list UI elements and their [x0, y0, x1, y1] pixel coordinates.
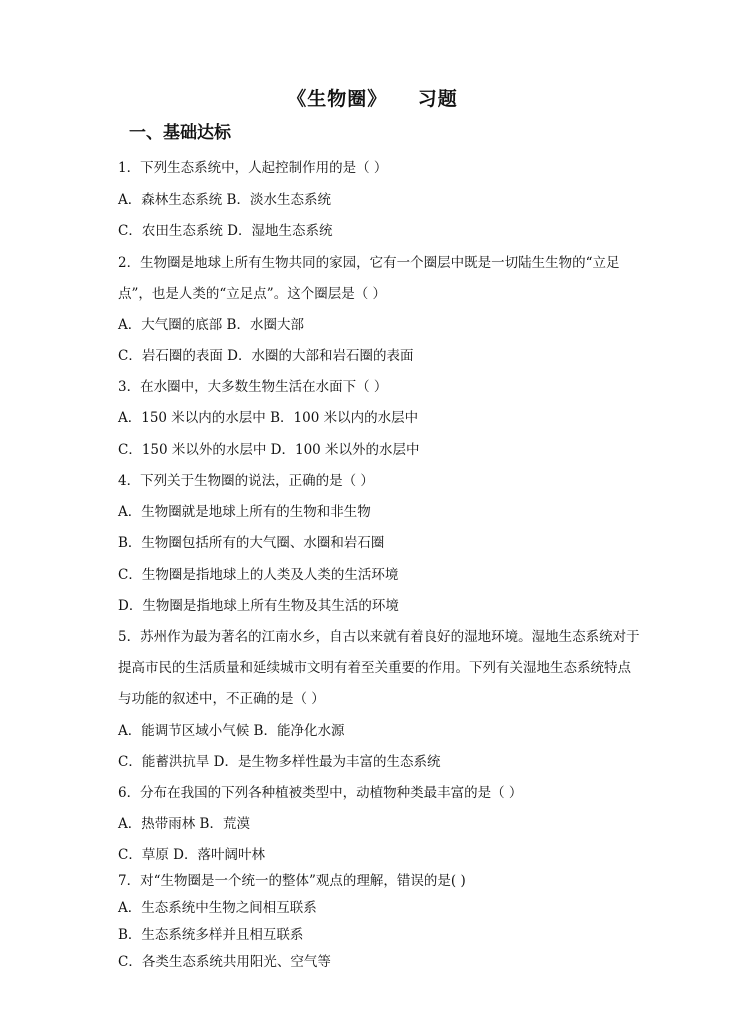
question-7-option-b: B．生态系统多样并且相互联系 — [118, 927, 304, 943]
question-4-option-d: D．生物圈是指地球上所有生物及其生活的环境 — [118, 598, 399, 614]
question-5-options-cd: C．能蓄洪抗旱 D．是生物多样性最为丰富的生态系统 — [118, 754, 441, 770]
question-4-stem: 4．下列关于生物圈的说法，正确的是（ ） — [118, 473, 374, 489]
question-7-option-a: A．生态系统中生物之间相互联系 — [118, 900, 317, 916]
question-7-option-c: C．各类生态系统共用阳光、空气等 — [118, 954, 331, 970]
question-5-stem-line-1: 5．苏州作为最为著名的江南水乡，自古以来就有着良好的湿地环境。湿地生态系统对于 — [118, 629, 640, 645]
question-3-options-cd: C．150 米以外的水层中 D．100 米以外的水层中 — [118, 442, 420, 458]
question-6-options-cd: C．草原 D．落叶阔叶林 — [118, 847, 265, 863]
question-2-options-ab: A．大气圈的底部 B．水圈大部 — [118, 317, 304, 333]
question-7-stem: 7．对“生物圈是一个统一的整体”观点的理解，错误的是( ) — [118, 873, 466, 889]
question-3-options-ab: A．150 米以内的水层中 B．100 米以内的水层中 — [118, 410, 419, 426]
question-5-stem-line-2: 提高市民的生活质量和延续城市文明有着至关重要的作用。下列有关湿地生态系统特点 — [118, 660, 631, 676]
question-3-stem: 3．在水圈中，大多数生物生活在水面下（ ） — [118, 379, 388, 395]
question-6-stem: 6．分布在我国的下列各种植被类型中，动植物种类最丰富的是（ ） — [118, 785, 523, 801]
question-5-options-ab: A．能调节区域小气候 B．能净化水源 — [118, 723, 345, 739]
question-1-options-cd: C．农田生态系统 D．湿地生态系统 — [118, 223, 333, 239]
question-2-stem-line-2: 点”，也是人类的“立足点”。这个圈层是（ ） — [118, 286, 386, 302]
question-2-options-cd: C．岩石圈的表面 D．水圈的大部和岩石圈的表面 — [118, 348, 414, 364]
question-4-option-c: C．生物圈是指地球上的人类及人类的生活环境 — [118, 567, 399, 583]
document-title: 《生物圈》 习题 — [287, 88, 458, 110]
question-5-stem-line-3: 与功能的叙述中，不正确的是（ ） — [118, 691, 325, 707]
question-4-option-a: A．生物圈就是地球上所有的生物和非生物 — [118, 504, 371, 520]
question-2-stem-line-1: 2．生物圈是地球上所有生物共同的家园，它有一个圈层中既是一切陆生生物的“立足 — [118, 255, 620, 271]
question-4-option-b: B．生物圈包括所有的大气圈、水圈和岩石圈 — [118, 535, 385, 551]
question-1-stem: 1．下列生态系统中，人起控制作用的是（ ） — [118, 160, 388, 176]
section-heading: 一、基础达标 — [129, 123, 231, 143]
question-6-options-ab: A．热带雨林 B．荒漠 — [118, 816, 250, 832]
question-1-options-ab: A．森林生态系统 B．淡水生态系统 — [118, 192, 331, 208]
